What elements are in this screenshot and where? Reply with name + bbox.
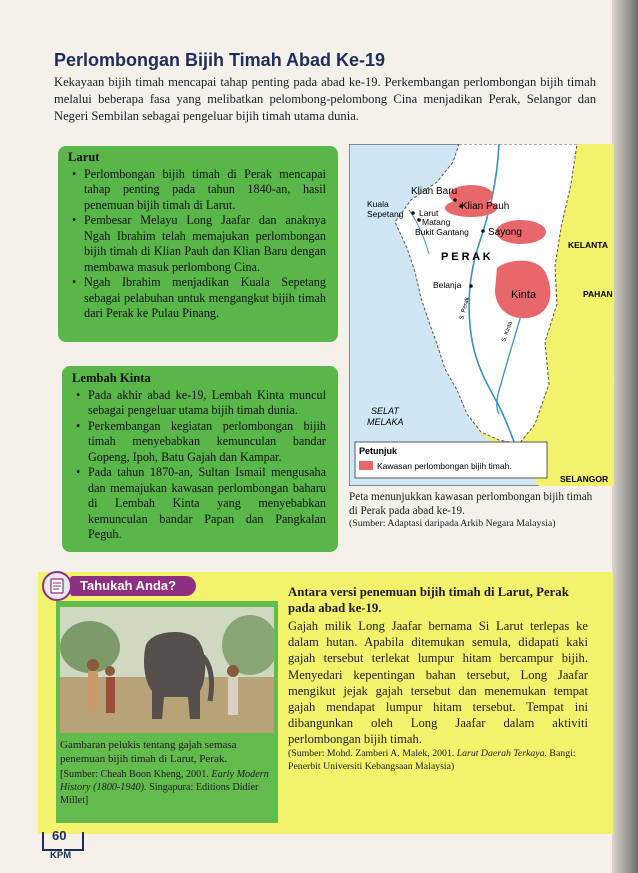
story-body: Gajah milik Long Jaafar bernama Si Larut terlepas ke dalam hutan. Apabila ditemukan semula, didapati kaki gajah tersebut terlekat lumpur hitam bercampur bijih. Menyedari kepentingan bahan tersebut, Long Jaafar mengikut jejak gajah tersebut dan menemukan tempat gajah mendapat lumpur hitam tersebut. Tempat ini dibangunkan oleh Long Jaafar dalam aktiviti perlombongan bijih timah.: [288, 619, 588, 747]
map-caption: Peta menunjukkan kawasan perlombongan bijih timah di Perak pada abad ke-19.: [349, 491, 593, 517]
larut-dot: [411, 211, 415, 215]
elephant-painting: [60, 607, 274, 733]
label-matang: Matang: [422, 217, 451, 227]
larut-point: • Ngah Ibrahim menjadikan Kuala Sepetang sebagai pelabuhan untuk mengangkut bijih timah dari Perak ke Pulau Pinang.: [84, 275, 326, 322]
intro-paragraph: Kekayaan bijih timah mencapai tahap penting pada abad ke-19. Perkembangan perlombongan bijih timah melalui beberapa fasa yang melibatkan pelombong-pelombong Cina menjadikan Perak, Selangor dan Negeri Sembilan sebagai pengeluar bijih timah utama dunia.: [54, 75, 596, 123]
label-sayong: Sayong: [488, 227, 522, 238]
page-number: 60: [52, 828, 67, 843]
story-source-suffix: Bangi: Penerbit Universiti Kebangsaan Malaysia): [288, 748, 576, 772]
matang-dot: [417, 218, 421, 222]
kinta-list: [72, 388, 326, 543]
label-klian-pauh: Klian Pauh: [461, 201, 510, 212]
label-sungai-perak: S. Perak: [459, 296, 471, 321]
legend-swatch: [359, 461, 373, 470]
klian-baru-dot: [453, 198, 457, 202]
info-icon: [42, 571, 72, 601]
painting-caption: Gambaran pelukis tentang gajah semasa penemuan bijih timah di Larut, Perak.: [60, 739, 237, 765]
label-kuala: Kuala: [367, 199, 389, 209]
story-source-title: Larut Daerah Terkaya.: [456, 748, 547, 759]
label-selat: SELAT: [371, 406, 399, 416]
label-selangor: SELANGOR: [560, 474, 609, 484]
kinta-point: • Pada tahun 1870-an, Sultan Ismail mengusaha dan memajukan kawasan perlombongan baharu di Lembah Kinta yang menyebabkan kemunculan bandar Papan dan Pangkalan Peguh.: [88, 465, 326, 543]
kinta-heading: Lembah Kinta: [72, 371, 151, 385]
painting-source-prefix: [Sumber: Cheah Boon Kheng, 2001.: [60, 769, 212, 780]
story-source: [288, 747, 588, 773]
page-binding-edge: [612, 0, 638, 873]
label-melaka: MELAKA: [367, 417, 404, 427]
sayong-dot: [481, 229, 485, 233]
painting-source: [60, 768, 275, 807]
legend-item: Kawasan perlombongan bijih timah.: [377, 461, 512, 471]
label-kinta: Kinta: [511, 289, 537, 301]
larut-point: • Perlombongan bijih timah di Perak mencapai tahap penting pada tahun 1840-an, hasil penemuan bijih timah di Larut.: [84, 167, 326, 214]
belanja-dot: [469, 284, 473, 288]
label-perak: P E R A K: [441, 251, 491, 263]
larut-heading: Larut: [68, 150, 100, 164]
label-larut: Larut: [419, 208, 439, 218]
tahukah-label: Tahukah Anda?: [70, 576, 196, 596]
larut-list: [68, 167, 326, 322]
label-klian-baru: Klian Baru: [411, 186, 458, 197]
kinta-point: • Pada akhir abad ke-19, Lembah Kinta muncul sebagai pengeluar utama bijih timah dunia.: [88, 388, 326, 419]
label-kelantan: KELANTA: [568, 240, 608, 250]
kinta-point: • Perkembangan kegiatan perlombongan bijih timah menyebabkan kemunculan bandar Gopeng, Ipoh, Batu Gajah dan Kampar.: [88, 419, 326, 466]
kinta-box: [62, 366, 338, 552]
legend-title: Petunjuk: [359, 446, 398, 456]
publisher-label: KPM: [50, 850, 72, 861]
label-bukit-gantang: Bukit Gantang: [415, 227, 469, 237]
story-source-prefix: (Sumber: Mohd. Zamberi A. Malek, 2001.: [288, 748, 457, 759]
larut-point: • Pembesar Melayu Long Jaafar dan anaknya Ngah Ibrahim telah memajukan perlombongan bijih timah di Klian Pauh dan Klian Baru dengan membawa masuk perlombong Cina.: [84, 213, 326, 275]
map-source: (Sumber: Adaptasi daripada Arkib Negara Malaysia): [349, 518, 556, 529]
label-belanja: Belanja: [433, 280, 462, 290]
painting-source-title: Early Modern History (1800-1940).: [60, 769, 269, 793]
larut-box: [58, 146, 338, 342]
perak-map: [349, 144, 614, 486]
painting-source-suffix: Singapura: Editions Didier Millet]: [60, 782, 259, 806]
label-sungai-kinta: S. Kinta: [501, 320, 515, 343]
section-title: Perlombongan Bijih Timah Abad Ke-19: [54, 50, 386, 70]
label-pahang: PAHAN: [583, 289, 613, 299]
label-sepetang: Sepetang: [367, 209, 404, 219]
story-heading: Antara versi penemuan bijih timah di Larut, Perak pada abad ke-19.: [288, 585, 569, 615]
